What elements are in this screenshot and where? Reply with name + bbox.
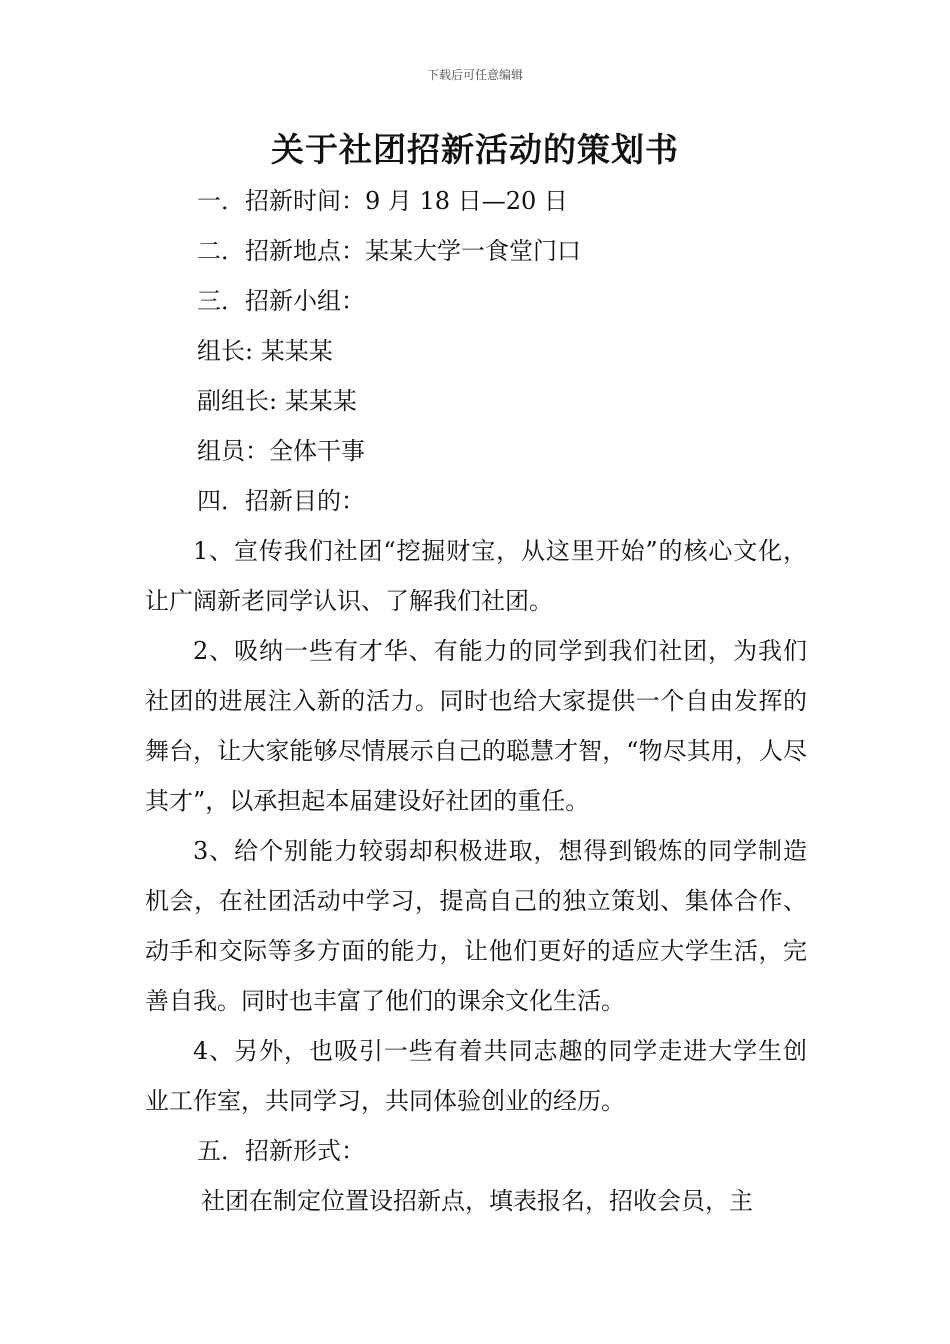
team-vice-leader-line: 副组长: 某某某 bbox=[197, 387, 357, 415]
recruit-form-heading: 五．招新形式： bbox=[197, 1137, 365, 1165]
purpose-paragraph-4: 4、另外，也吸引一些有着共同志趣的同学走进大学生创业工作室，共同学习，共同体验创业的经历。 bbox=[145, 1037, 807, 1115]
document-body bbox=[145, 176, 807, 1226]
recruit-time-line: 一．招新时间：9 月 18 日—20 日 bbox=[197, 187, 568, 215]
purpose-paragraph-2: 2、吸纳一些有才华、有能力的同学到我们社团，为我们社团的进展注入新的活力。同时也给大家提供一个自由发挥的舞台，让大家能够尽情展示自己的聪慧才智，“物尽其用，人尽其才”，以承担起本届建设好社团的重任。 bbox=[145, 637, 807, 815]
header-note: 下载后可任意编辑 bbox=[426, 68, 523, 82]
team-leader-line: 组长: 某某某 bbox=[197, 337, 333, 365]
recruit-form-paragraph: 社团在制定位置设招新点，填表报名，招收会员，主 bbox=[201, 1187, 753, 1215]
purpose-paragraph-3: 3、给个别能力较弱却积极进取，想得到锻炼的同学制造机会，在社团活动中学习，提高自己的独立策划、集体合作、动手和交际等多方面的能力，让他们更好的适应大学生活，完善自我。同时也丰富了他们的课余文化生活。 bbox=[145, 837, 807, 1015]
recruit-place-line: 二．招新地点：某某大学一食堂门口 bbox=[197, 237, 581, 265]
recruit-team-heading: 三．招新小组： bbox=[197, 287, 365, 315]
document-title: 关于社团招新活动的策划书 bbox=[271, 130, 679, 169]
purpose-paragraph-1: 1、宣传我们社团“挖掘财宝，从这里开始”的核心文化，让广阔新老同学认识、了解我们社团。 bbox=[145, 537, 807, 615]
team-members-line: 组员：全体干事 bbox=[197, 437, 365, 465]
recruit-purpose-heading: 四．招新目的： bbox=[197, 487, 365, 515]
